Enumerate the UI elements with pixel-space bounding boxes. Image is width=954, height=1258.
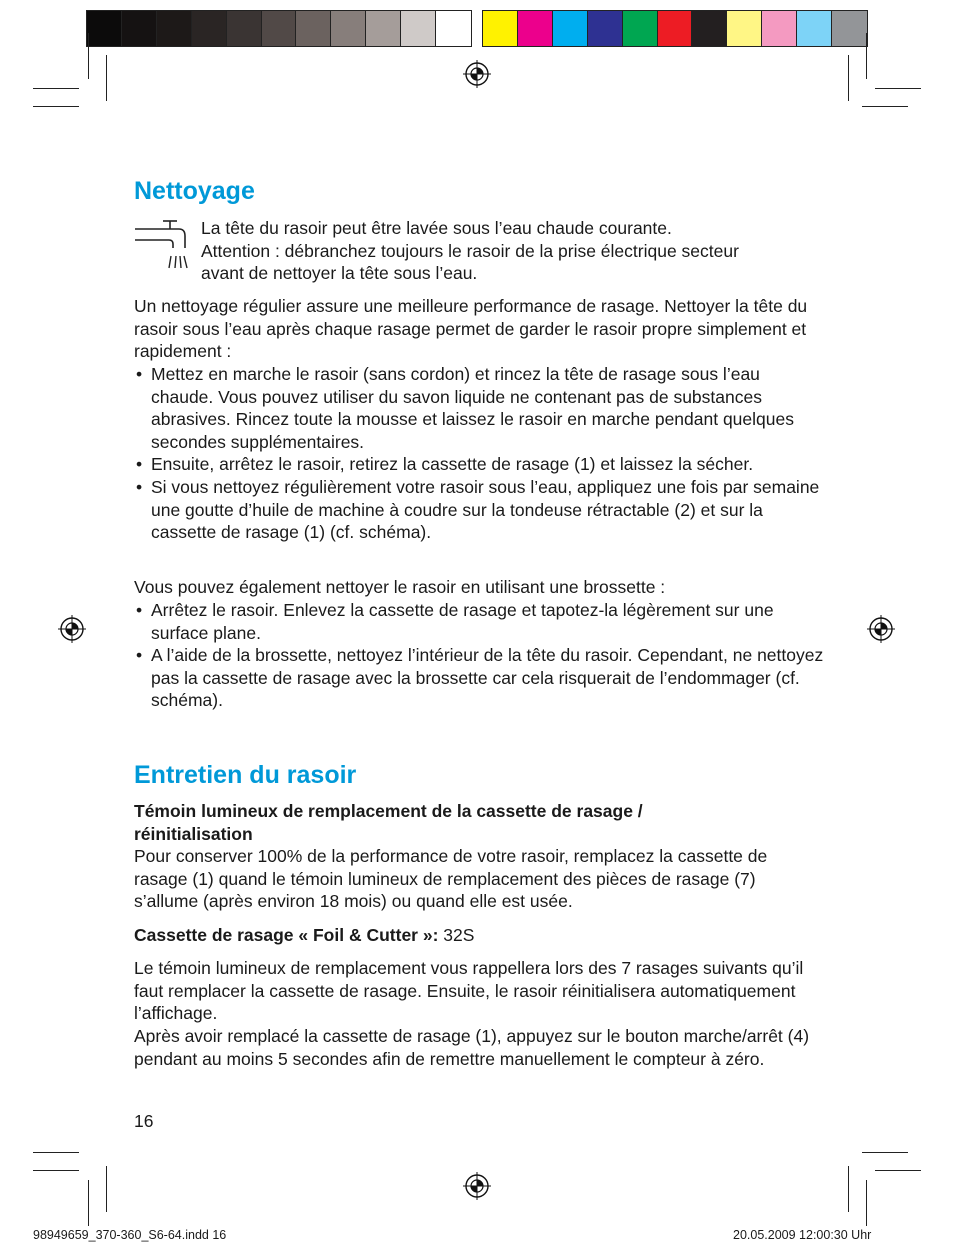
color-swatch (401, 11, 436, 46)
color-swatch (518, 11, 553, 46)
color-swatch (483, 11, 518, 46)
cassette-label: Cassette de rasage « Foil & Cutter »: (134, 925, 439, 945)
crop-mark (848, 1166, 849, 1212)
crop-mark (106, 1166, 107, 1212)
color-swatch (832, 11, 867, 46)
color-swatch (762, 11, 797, 46)
reset-paragraph: Après avoir remplacé la cassette de rasage (1), appuyez sur le bouton marche/arrêt (4) pendant au moins 5 secondes afin de remettre manuellement le compteur à zéro. (134, 1026, 810, 1069)
registration-mark-icon (463, 60, 491, 88)
crop-mark (875, 1170, 921, 1171)
crop-mark (862, 1152, 908, 1153)
crop-mark (88, 33, 89, 79)
color-swatch (366, 11, 401, 46)
color-swatch (87, 11, 122, 46)
reminder-paragraph: Le témoin lumineux de remplacement vous rappellera lors des 7 rasages suivants qu’il faut remplacer la cassette de rasage. Ensuite, le rasoir réinitialisera automatiquement l’affichage. (134, 958, 804, 1024)
crop-mark (106, 55, 107, 101)
intro-line: La tête du rasoir peut être lavée sous l’eau chaude courante. (201, 218, 672, 238)
registration-mark-icon (463, 1172, 491, 1200)
subheading: Témoin lumineux de remplacement de la cassette de rasage / réinitialisation (134, 801, 643, 844)
list-item: • Si vous nettoyez régulièrement votre rasoir sous l’eau, appliquez une fois par semaine une goutte d’huile de machine à coudre sur la tondeuse rétractable (2) et sur la cassette de rasage (1) (cf. schéma). (134, 476, 824, 544)
cassette-value: 32S (438, 925, 475, 945)
section-title-entretien: Entretien du rasoir (134, 761, 357, 789)
water-tap-icon (133, 218, 191, 276)
color-swatch (296, 11, 331, 46)
crop-mark (33, 1170, 79, 1171)
color-swatch (658, 11, 693, 46)
intro-line: avant de nettoyer la tête sous l’eau. (201, 263, 478, 284)
color-swatch (436, 11, 471, 46)
list-item: • Mettez en marche le rasoir (sans cordon) et rincez la tête de rasage sous l’eau chaude. Vous pouvez utiliser du savon liquide ne contenant pas de substances abrasives. Rincez toute la mousse et laissez le rasoir en marche pendant quelques secondes supplémentaires. (134, 363, 824, 453)
nettoyage-paragraph: Un nettoyage régulier assure une meilleure performance de rasage. Nettoyer la tête du rasoir sous l’eau après chaque rasage permet de garder le rasoir propre simplement et rapidement : (134, 296, 808, 362)
color-swatch (331, 11, 366, 46)
color-swatch (797, 11, 832, 46)
tap-warning-text (201, 217, 841, 285)
crop-mark (33, 106, 79, 107)
crop-mark (875, 88, 921, 89)
color-swatch (122, 11, 157, 46)
page-number: 16 (134, 1111, 154, 1131)
footer-timestamp: 20.05.2009 12:00:30 Uhr (733, 1228, 872, 1242)
footer-file-name: 98949659_370-360_S6-64.indd 16 (33, 1228, 227, 1242)
list-item: • Arrêtez le rasoir. Enlevez la cassette de rasage et tapotez-la légèrement sur une surface plane. (134, 599, 824, 644)
color-swatch (192, 11, 227, 46)
crop-mark (862, 106, 908, 107)
crop-mark (88, 1180, 89, 1226)
crop-mark (33, 88, 79, 89)
crop-mark (848, 55, 849, 101)
brush-intro-paragraph: Vous pouvez également nettoyer le rasoir en utilisant une brossette : (134, 577, 666, 597)
color-swatch (588, 11, 623, 46)
color-swatch (553, 11, 588, 46)
color-swatch (157, 11, 192, 46)
intro-line: Attention : débranchez toujours le rasoir de la prise électrique secteur (201, 240, 739, 261)
color-swatch (692, 11, 727, 46)
grey-calibration-bar (86, 10, 472, 47)
registration-mark-icon (867, 615, 895, 643)
brush-bullet-list (134, 599, 824, 712)
crop-mark (866, 1180, 867, 1226)
crop-mark (866, 33, 867, 79)
color-swatch (727, 11, 762, 46)
color-calibration-bar (482, 10, 868, 47)
registration-mark-icon (58, 615, 86, 643)
color-swatch (623, 11, 658, 46)
section-title-nettoyage: Nettoyage (134, 177, 255, 205)
list-item: • A l’aide de la brossette, nettoyez l’intérieur de la tête du rasoir. Cependant, ne nettoyez pas la cassette de rasage avec la brossette car cela risquerait de l’endommager (cf. schéma). (134, 644, 824, 712)
nettoyage-bullet-list (134, 363, 824, 544)
list-item: • Ensuite, arrêtez le rasoir, retirez la cassette de rasage (1) et laissez la sécher. (134, 453, 824, 476)
entretien-paragraph: Pour conserver 100% de la performance de votre rasoir, remplacez la cassette de rasage (1) quand le témoin lumineux de remplacement des pièces de rasage (7) s’allume (après environ 18 mois) ou quand elle est usée. (134, 846, 768, 912)
color-swatch (227, 11, 262, 46)
color-swatch (262, 11, 297, 46)
crop-mark (33, 1152, 79, 1153)
cassette-reference (134, 924, 834, 947)
